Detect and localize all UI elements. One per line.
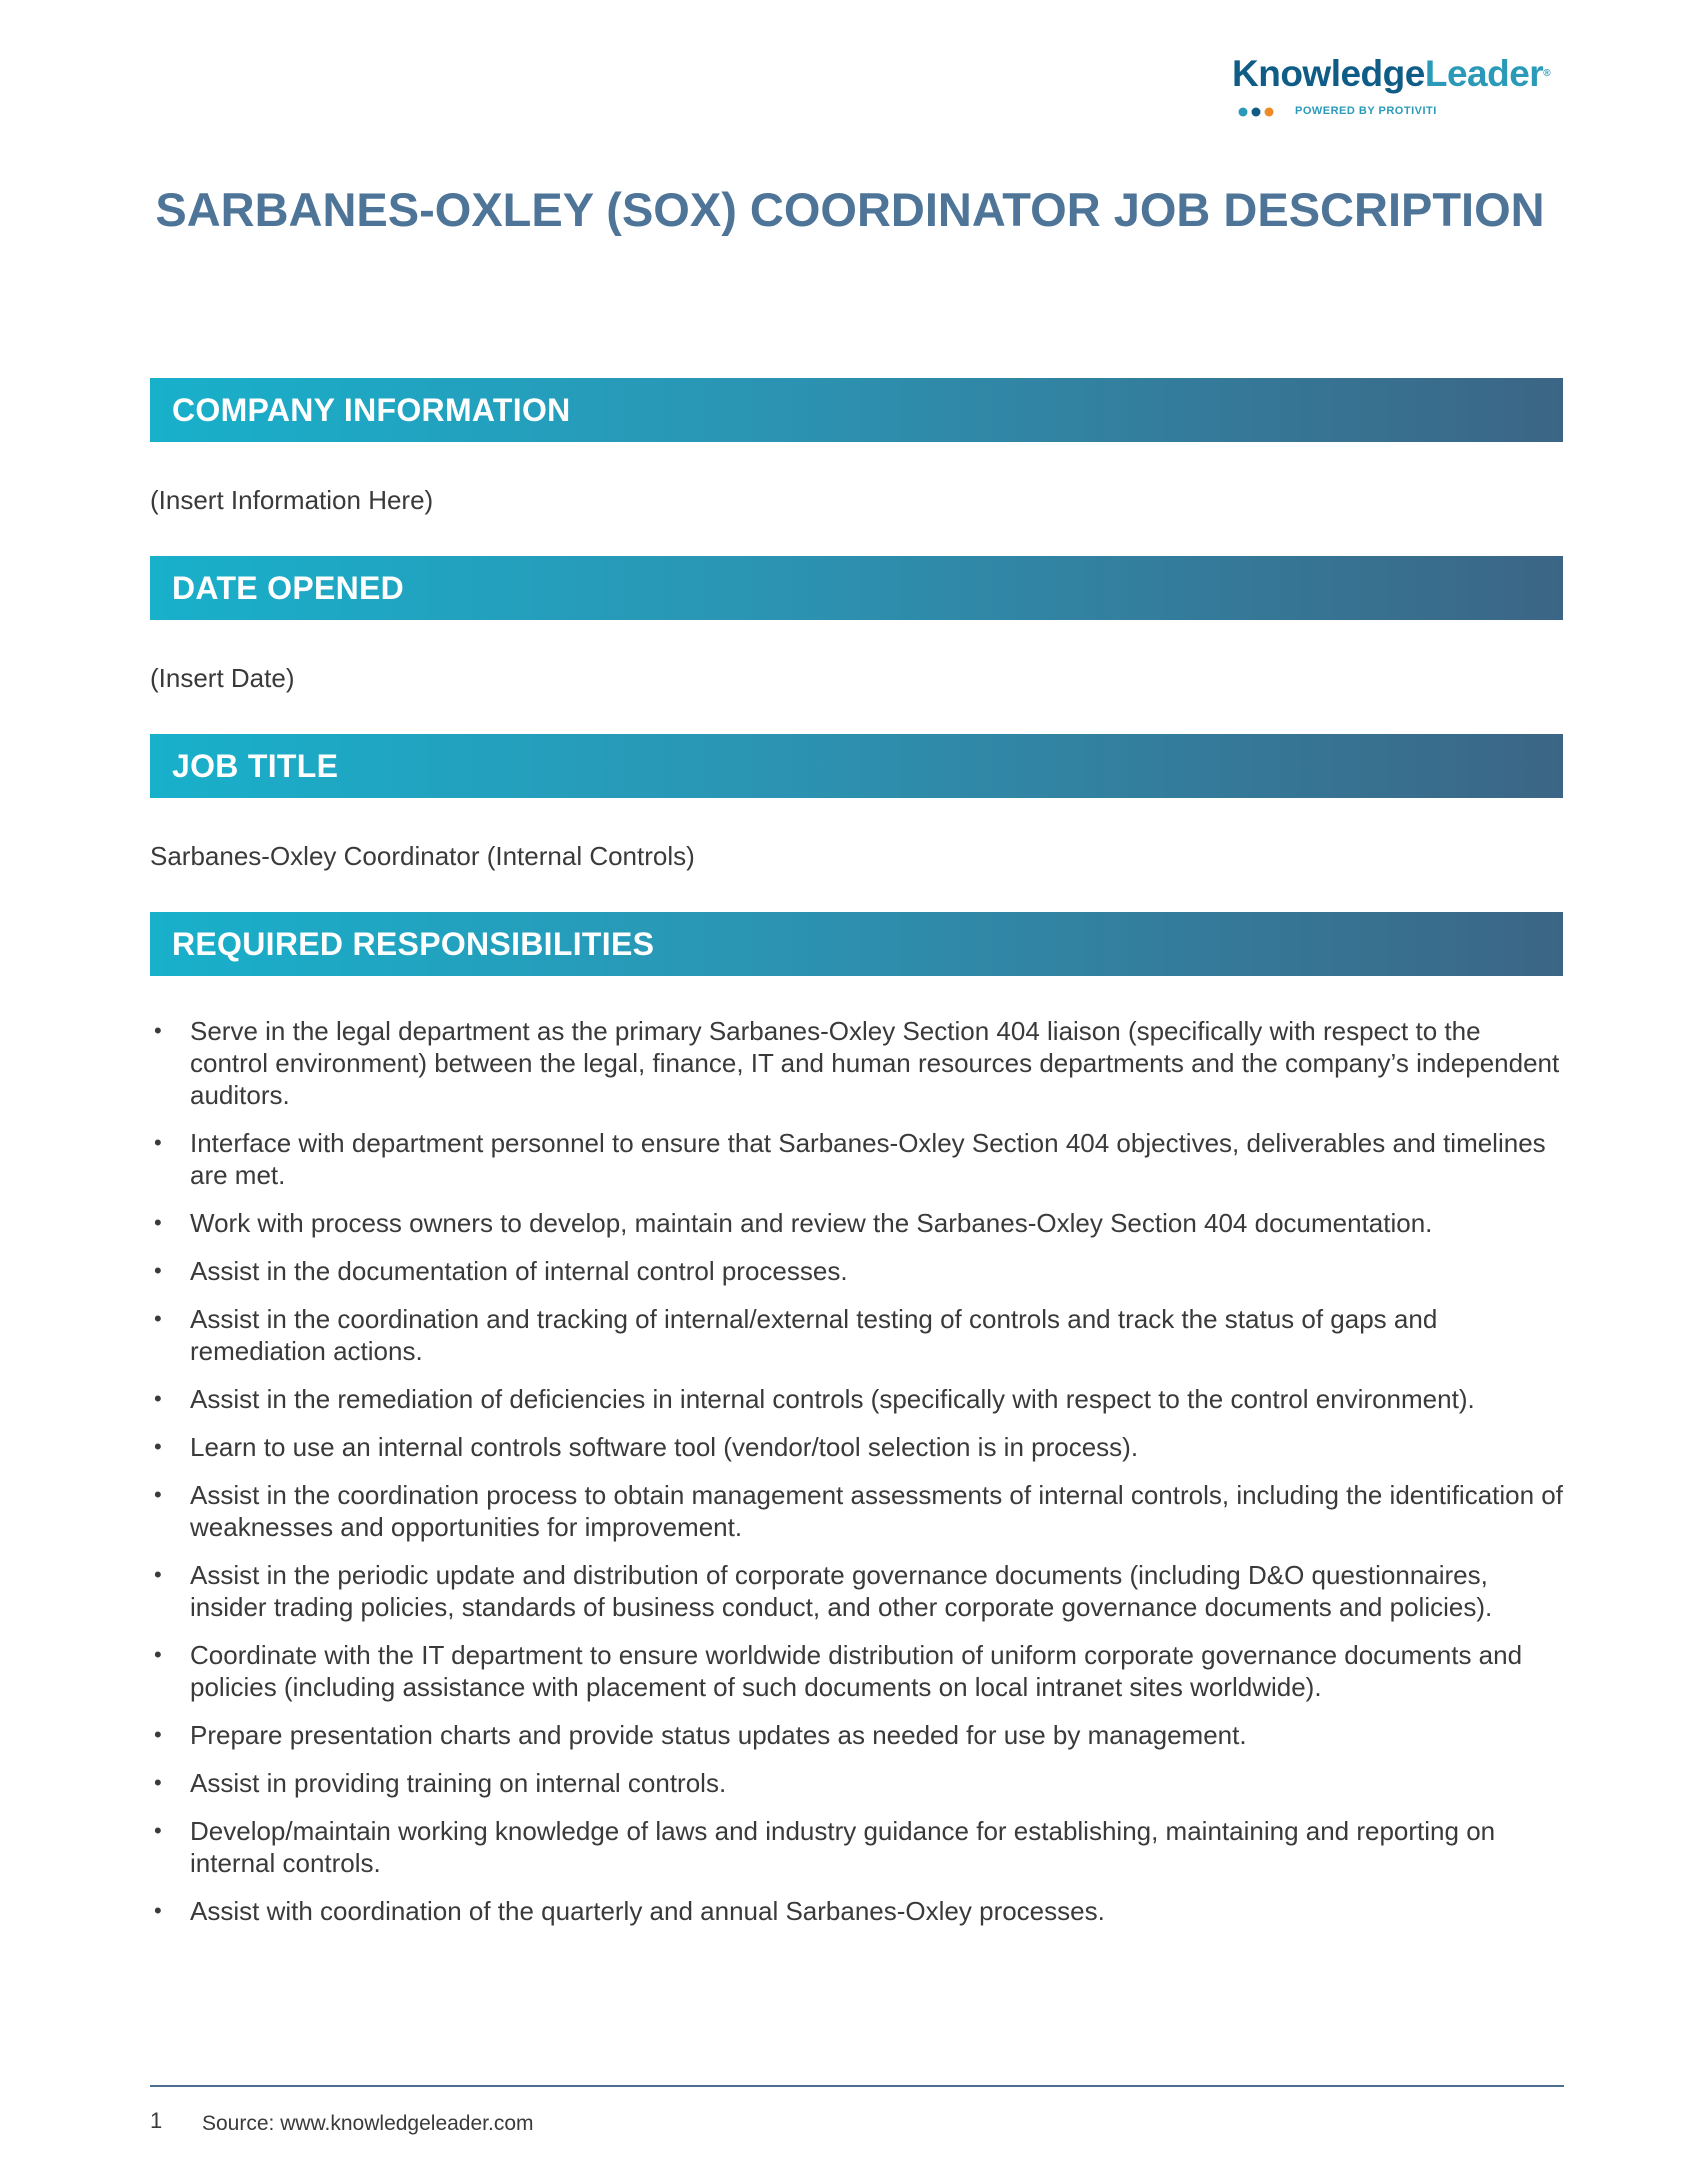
list-item — [150, 1767, 1565, 1799]
section-header-company-information — [150, 378, 1563, 442]
list-item — [150, 1559, 1565, 1623]
responsibility-text: Prepare presentation charts and provide status updates as needed for use by management. — [190, 1720, 1247, 1750]
responsibility-text: Assist in the coordination process to obtain management assessments of internal controls, including the identification of weaknesses and opportunities for improvement. — [190, 1480, 1563, 1542]
bullet-icon: • — [154, 1898, 162, 1923]
responsibility-text: Assist in the remediation of deficiencies in internal controls (specifically with respect to the control environment). — [190, 1384, 1475, 1414]
bullet-icon: • — [154, 1642, 162, 1667]
logo-dots-icon — [1238, 107, 1274, 117]
list-item — [150, 1895, 1565, 1927]
responsibility-text: Work with process owners to develop, maintain and review the Sarbanes-Oxley Section 404 documentation. — [190, 1208, 1433, 1238]
responsibilities-list — [150, 1015, 1565, 1943]
responsibility-text: Learn to use an internal controls software tool (vendor/tool selection is in process). — [190, 1432, 1139, 1462]
list-item — [150, 1639, 1565, 1703]
list-item — [150, 1207, 1565, 1239]
list-item — [150, 1255, 1565, 1287]
bullet-icon: • — [154, 1722, 162, 1747]
bullet-icon: • — [154, 1386, 162, 1411]
list-item — [150, 1383, 1565, 1415]
list-item — [150, 1303, 1565, 1367]
date-opened-text: (Insert Date) — [150, 663, 295, 693]
section-heading: REQUIRED RESPONSIBILITIES — [172, 926, 655, 962]
bullet-icon: • — [154, 1770, 162, 1795]
logo-word-leader: Leader — [1424, 53, 1544, 94]
responsibility-text: Assist with coordination of the quarterly and annual Sarbanes-Oxley processes. — [190, 1896, 1105, 1926]
bullet-icon: • — [154, 1434, 162, 1459]
section-header-required-responsibilities — [150, 912, 1563, 976]
job-title-text: Sarbanes-Oxley Coordinator (Internal Controls) — [150, 841, 695, 871]
bullet-icon: • — [154, 1562, 162, 1587]
list-item — [150, 1479, 1565, 1543]
bullet-icon: • — [154, 1018, 162, 1043]
list-item — [150, 1127, 1565, 1191]
responsibility-text: Assist in the periodic update and distribution of corporate governance documents (including D&O questionnaires, insider trading policies, standards of business conduct, and other corporate governance documents and policies). — [190, 1560, 1493, 1622]
section-header-date-opened — [150, 556, 1563, 620]
page-title: SARBANES-OXLEY (SOX) COORDINATOR JOB DESCRIPTION — [155, 183, 1545, 236]
section-heading: DATE OPENED — [172, 570, 405, 606]
logo-wordmark — [1232, 52, 1550, 96]
registered-mark-icon: ® — [1543, 68, 1551, 79]
page-number: 1 — [150, 2108, 163, 2133]
list-item — [150, 1719, 1565, 1751]
footer-divider — [150, 2085, 1564, 2087]
list-item — [150, 1815, 1565, 1879]
company-information-text: (Insert Information Here) — [150, 485, 434, 515]
responsibility-text: Assist in the coordination and tracking of internal/external testing of controls and track the status of gaps and remediation actions. — [190, 1304, 1438, 1366]
responsibility-text: Interface with department personnel to ensure that Sarbanes-Oxley Section 404 objectives, deliverables and timelines are met. — [190, 1128, 1546, 1190]
section-header-job-title — [150, 734, 1563, 798]
bullet-icon: • — [154, 1258, 162, 1283]
responsibility-text: Develop/maintain working knowledge of laws and industry guidance for establishing, maintaining and reporting on internal controls. — [190, 1816, 1496, 1878]
section-heading: JOB TITLE — [172, 748, 339, 784]
responsibility-text: Assist in the documentation of internal control processes. — [190, 1256, 848, 1286]
bullet-icon: • — [154, 1306, 162, 1331]
responsibility-text: Coordinate with the IT department to ensure worldwide distribution of uniform corporate governance documents and policies (including assistance with placement of such documents on local intranet sites worldwide). — [190, 1640, 1523, 1702]
bullet-icon: • — [154, 1482, 162, 1507]
source-footnote: Source: www.knowledgeleader.com — [202, 2112, 534, 2135]
responsibility-text: Assist in providing training on internal controls. — [190, 1768, 727, 1798]
list-item — [150, 1431, 1565, 1463]
section-heading: COMPANY INFORMATION — [172, 392, 571, 428]
logo-word-knowledge: Knowledge — [1232, 53, 1425, 94]
logo-tagline: POWERED BY PROTIVITI — [1295, 105, 1437, 117]
list-item — [150, 1015, 1565, 1111]
knowledgeleader-logo — [1232, 52, 1562, 124]
responsibility-text: Serve in the legal department as the primary Sarbanes-Oxley Section 404 liaison (specifically with respect to the control environment) between the legal, finance, IT and human resources departments and the company’s independent auditors. — [190, 1016, 1560, 1110]
bullet-icon: • — [154, 1130, 162, 1155]
bullet-icon: • — [154, 1818, 162, 1843]
bullet-icon: • — [154, 1210, 162, 1235]
